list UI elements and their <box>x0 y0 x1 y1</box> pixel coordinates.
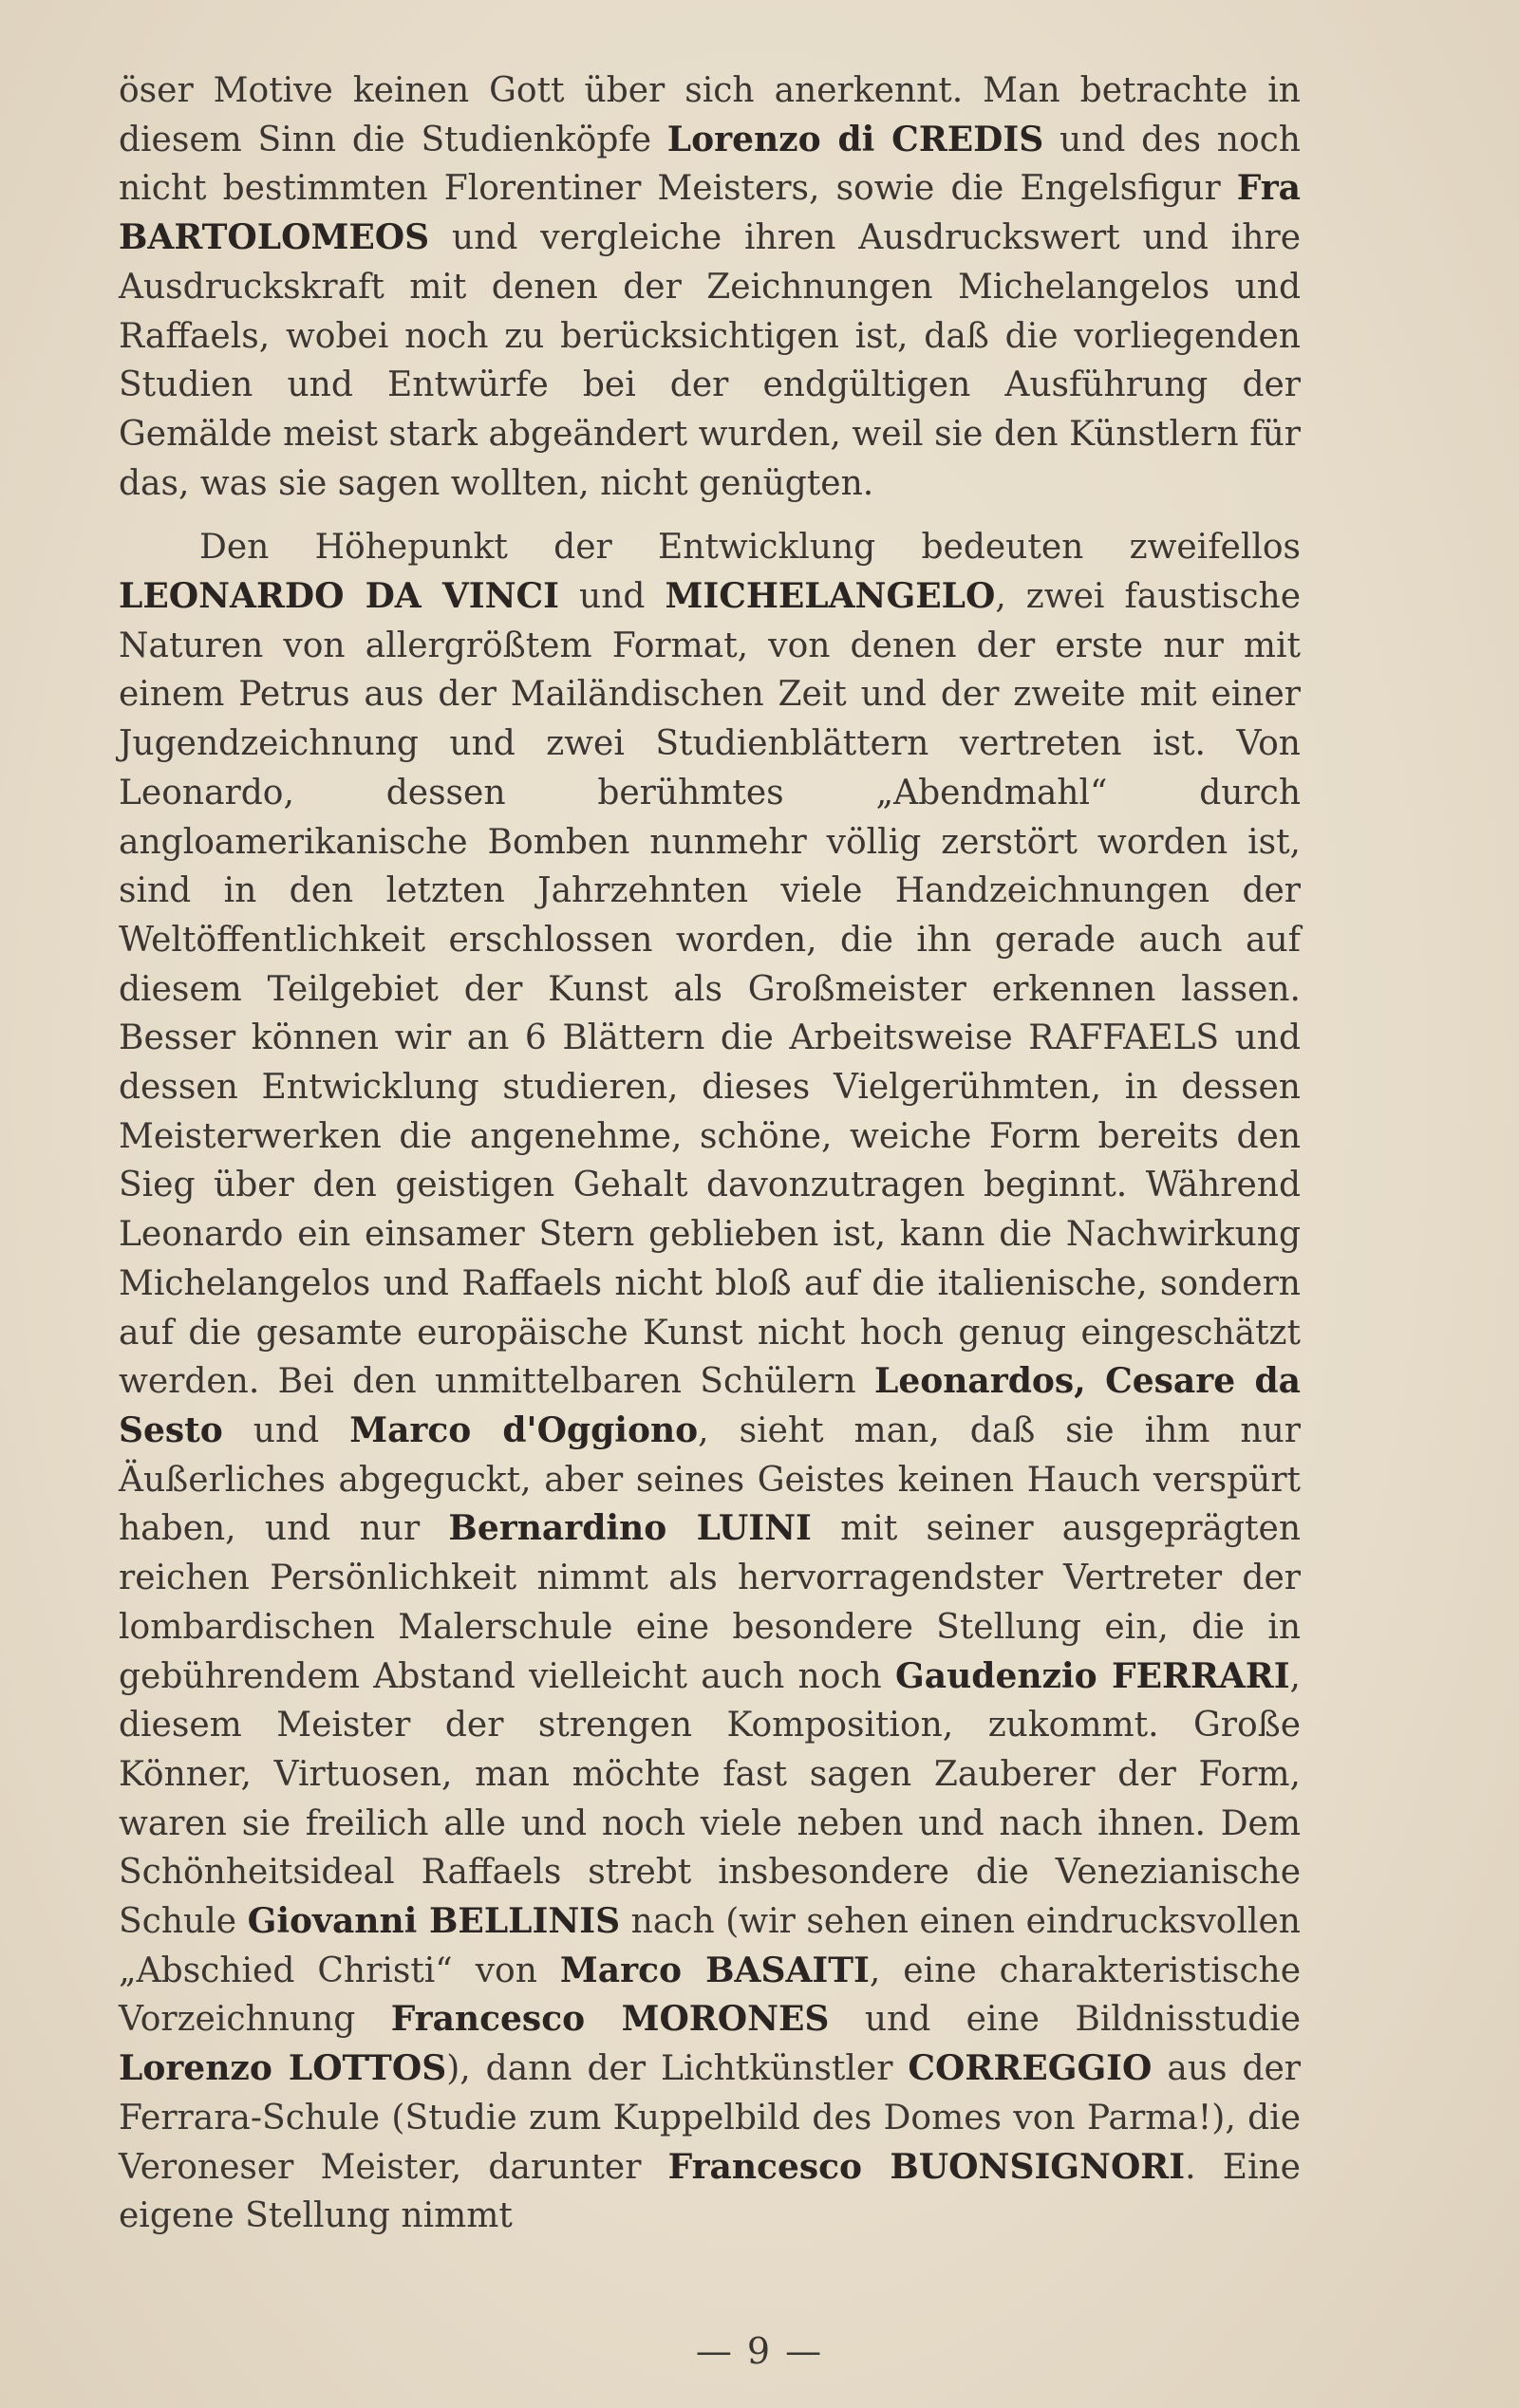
text-run: Den Höhepunkt der Entwicklung bedeuten zweifellos <box>199 528 1301 568</box>
emphasized-name: Marco BASAITI <box>559 1950 870 1990</box>
text-run: . Eine eigene Stellung nimmt <box>119 2147 1301 2236</box>
body-text <box>119 66 1301 2241</box>
emphasized-name: LEONARDO DA VINCI <box>119 576 560 617</box>
text-run: , sieht man, daß sie ihm nur Äußerliches abgeguckt, aber seines Geistes keinen Hauch verspürt haben, und nur <box>119 1410 1301 1549</box>
paragraph-1 <box>119 66 1301 508</box>
text-run: und eine Bildnisstudie <box>829 2000 1302 2040</box>
emphasized-name: Marco d'Oggiono <box>349 1409 699 1450</box>
text-run: und vergleiche ihren Ausdruckswert und ihre Ausdruckskraft mit denen der Zeichnungen Michelangelos und Raffaels, wobei noch zu berücksichtigen ist, daß die vorliegenden Studien und Entwürfe bei der endgültigen Ausführung der Gemälde meist stark abgeändert wurden, weil sie den Künstlern für das, was sie sagen wollten, nicht genügten. <box>119 218 1301 503</box>
emphasized-name: Francesco MORONES <box>390 1999 830 2040</box>
text-run: , diesem Meister der strengen Komposition, zukommt. Große Könner, Virtuosen, man möchte fast sagen Zauberer der Form, waren sie freilich alle und noch viele neben und nach ihnen. Dem Schönheitsideal Raffaels strebt insbesondere die Venezianische Schule <box>119 1656 1301 1942</box>
page-number: — 9 — <box>695 2330 824 2372</box>
emphasized-name: Francesco BUONSIGNORI <box>667 2146 1186 2187</box>
text-run: und <box>559 577 666 617</box>
emphasized-name: Lorenzo di CREDIS <box>666 119 1044 159</box>
emphasized-name: Giovanni BELLINIS <box>247 1901 621 1942</box>
text-run: , eine charakteristische Vorzeichnung <box>119 1951 1302 2040</box>
text-run: öser Motive keinen Gott über sich anerkennt. Man betrachte in diesem Sinn die Studienköpfe <box>119 71 1301 159</box>
text-run: und <box>222 1410 350 1450</box>
text-run: mit seiner ausgeprägten reichen Persönlichkeit nimmt als hervorragendster Vertreter der lombardischen Malerschule eine besondere Stellung ein, die in gebührendem Abstand vielleicht auch noch <box>119 1509 1302 1696</box>
emphasized-name: Fra BARTOLOMEOS <box>119 168 1301 258</box>
emphasized-name: MICHELANGELO <box>665 576 996 617</box>
text-run: ), dann der Lichtkünstler <box>446 2049 909 2089</box>
emphasized-name: Gaudenzio FERRARI <box>895 1655 1290 1696</box>
emphasized-name: Leonardos, Cesare da Sesto <box>119 1361 1301 1450</box>
paragraph-2 <box>119 523 1301 2241</box>
emphasized-name: Bernardino LUINI <box>448 1508 812 1549</box>
emphasized-name: CORREGGIO <box>908 2048 1153 2089</box>
text-run: nach (wir sehen einen eindrucksvollen „Abschied Christi“ von <box>119 1902 1301 1990</box>
text-run: und des noch nicht bestimmten Florentiner Meisters, sowie die Engelsfigur <box>119 120 1301 209</box>
emphasized-name: Lorenzo LOTTOS <box>119 2048 447 2089</box>
text-run: , zwei faustische Naturen von allergrößtem Format, von denen der erste nur mit einem Petrus aus der Mailändischen Zeit und der zweite mit einer Jugendzeichnung und zwei Studienblättern vertreten ist. Von Leonardo, dessen berühmtes „Abendmahl“ durch angloamerikanische Bomben nunmehr völlig zerstört worden ist, sind in den letzten Jahrzehnten viele Handzeichnungen der Weltöffentlichkeit erschlossen worden, die ihn gerade auch auf diesem Teilgebiet der Kunst als Großmeister erkennen lassen. Besser können wir an 6 Blättern die Arbeitsweise RAFFAELS und dessen Entwicklung studieren, dieses Vielgerühmten, in dessen Meisterwerken die angenehme, schöne, weiche Form bereits den Sieg über den geistigen Gehalt davonzutragen beginnt. Während Leonardo ein einsamer Stern geblieben ist, kann die Nachwirkung Michelangelos und Raffaels nicht bloß auf die italienische, sondern auf die gesamte europäische Kunst nicht hoch genug eingeschätzt werden. Bei den unmittelbaren Schülern <box>119 577 1301 1402</box>
text-run: aus der Ferrara-Schule (Studie zum Kuppelbild des Domes von Parma!), die Veroneser Meister, darunter <box>119 2049 1302 2187</box>
